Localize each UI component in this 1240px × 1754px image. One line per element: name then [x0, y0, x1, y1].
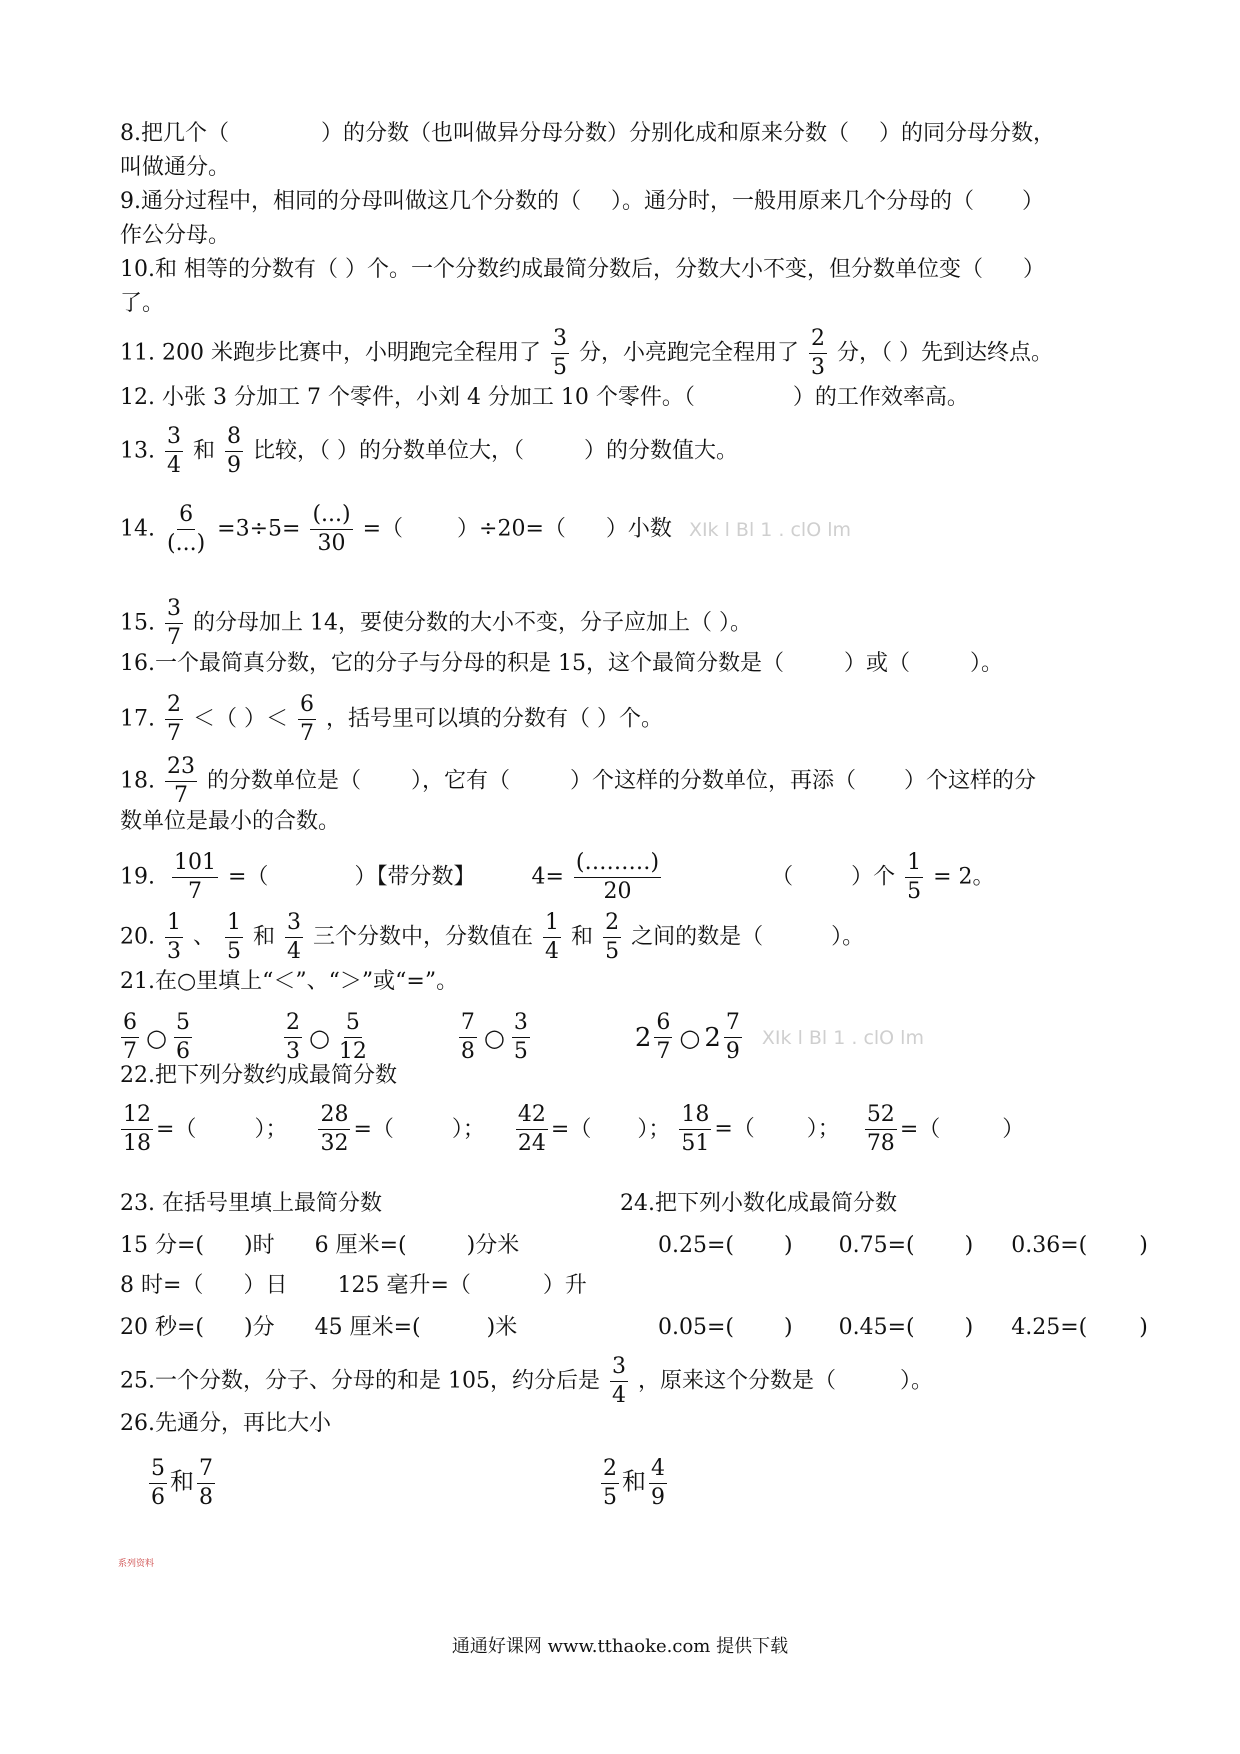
compare-item: $\frac{7}{8}$ ○ $\frac{3}{5}$: [460, 1010, 528, 1064]
fraction: $\frac{101}{7}$: [174, 850, 216, 904]
fraction: $\frac{2}{5}$: [605, 910, 620, 964]
compare-item: $\frac{6}{7}$ ○ $\frac{5}{6}$: [123, 1010, 190, 1064]
fraction: $\frac{23}{7}$: [167, 754, 195, 808]
question-9-cont: 作公分母。: [120, 223, 231, 248]
fraction: $\frac{8}{9}$: [227, 424, 242, 478]
question-23-title: 23. 在括号里填上最简分数: [120, 1191, 382, 1216]
fraction: $\frac{2}{3}$: [810, 326, 825, 380]
question-19: 19. $\frac{101}{7}$ =（ ）【带分数】 4= $\frac{(\dots\dots\dots)}{20}$ （ ）个 $\frac{1}{5}$ = 2。: [120, 850, 995, 904]
question-23-row-1: 15 分=( )时 6 厘米=( )分米: [120, 1233, 520, 1258]
question-11: 11. 200 米跑步比赛中，小明跑完全程用了 $\frac{3}{5}$ 分，小亮跑完全程用了 $\frac{2}{3}$ 分，（ ）先到达终点。: [120, 326, 1053, 380]
compare-item: 2 $\frac{6}{7}$ ○ 2 $\frac{7}{9}$: [634, 1010, 740, 1064]
fraction: $\frac{6}{7}$: [300, 692, 314, 746]
fraction: $\frac{3}{5}$: [552, 326, 567, 380]
fraction: $\frac{1}{5}$: [227, 910, 242, 964]
question-13: 13. $\frac{3}{4}$ 和 $\frac{8}{9}$ 比较，（ ）的分数单位大，（ ）的分数值大。: [120, 424, 739, 478]
question-23-row-3: 20 秒=( )分 45 厘米=( )米: [120, 1315, 518, 1340]
fraction: $\frac{1}{5}$: [907, 850, 922, 904]
fraction: $\frac{3}{4}$: [167, 424, 181, 478]
watermark-text: XIk l Bl 1 . clO lm: [761, 1026, 924, 1049]
circle-blank[interactable]: ○: [483, 1023, 505, 1052]
question-15: 15. $\frac{3}{7}$ 的分母加上 14，要使分数的大小不变，分子应加上（ ）。: [120, 596, 752, 650]
reduce-item: $\frac{12}{18}$ =（ ）；: [123, 1102, 288, 1156]
question-8-cont: 叫做通分。: [120, 155, 231, 180]
fraction: $\frac{1}{4}$: [545, 910, 560, 964]
reduce-item: $\frac{52}{78}$ =（ ）: [866, 1102, 1025, 1156]
question-26-left: $\frac{5}{6}$ 和 $\frac{7}{8}$: [151, 1456, 213, 1510]
question-10-cont: 了。: [120, 291, 165, 316]
question-20: 20. $\frac{1}{3}$ 、 $\frac{1}{5}$ 和 $\frac{3}{4}$ 三个分数中，分数值在 $\frac{1}{4}$ 和 $\frac{2}{5}$ 之间的数是（ ）。: [120, 910, 865, 964]
question-12: 12. 小张 3 分加工 7 个零件，小刘 4 分加工 10 个零件。（ ）的工作效率高。: [120, 385, 969, 410]
question-22-title: 22.把下列分数约成最简分数: [120, 1063, 397, 1088]
fraction: $\frac{3}{4}$: [611, 1354, 626, 1408]
watermark-text: XIk l Bl 1 . clO lm: [688, 518, 851, 541]
question-26-right: $\frac{2}{5}$ 和 $\frac{4}{9}$: [603, 1456, 665, 1510]
circle-blank[interactable]: ○: [146, 1023, 167, 1052]
question-9: 9.通分过程中，相同的分母叫做这几个分数的（ ）。通分时，一般用原来几个分母的（ ）: [120, 189, 1045, 214]
question-21-items: [118, 1012, 924, 1063]
fraction: $\frac{2}{7}$: [167, 692, 181, 746]
fraction: $\frac{6}{(...)}$: [167, 502, 206, 556]
fraction: $\frac{3}{4}$: [287, 910, 302, 964]
question-14: 14. $\frac{6}{(...)}$ =3÷5= $\frac{(...)}{30}$ =（ ）÷20=（ ）小数 XIk l Bl 1 . clO lm: [120, 502, 851, 556]
question-17: 17. $\frac{2}{7}$ ＜（ ）＜ $\frac{6}{7}$ ，括号里可以填的分数有（ ）个。: [120, 692, 663, 746]
question-24-title: 24.把下列小数化成最简分数: [620, 1191, 897, 1216]
question-24-row-3: 0.05=( ) 0.45=( ) 4.25=( ): [658, 1315, 1148, 1340]
question-16: 16.一个最简真分数，它的分子与分母的积是 15，这个最简分数是（ ）或（ ）。: [120, 651, 1004, 676]
footer-credit: 通通好课网 www.tthaoke.com 提供下载: [451, 1636, 789, 1657]
question-8: 8.把几个（ ）的分数（也叫做异分母分数）分别化成和原来分数（ ）的同分母分数，: [120, 121, 1056, 146]
circle-blank[interactable]: ○: [679, 1023, 701, 1052]
fraction: $\frac{3}{7}$: [167, 596, 181, 650]
fraction: $\frac{(\dots\dots\dots)}{20}$: [575, 850, 660, 904]
question-18-cont: 数单位是最小的合数。: [120, 809, 341, 834]
question-21-title: 21.在○里填上“＜”、“＞”或“=”。: [120, 969, 459, 994]
question-26-title: 26.先通分，再比大小: [120, 1411, 331, 1436]
series-note: 系列资料: [118, 1559, 155, 1569]
reduce-item: $\frac{28}{32}$ =（ ）；: [320, 1102, 485, 1156]
question-25: 25.一个分数，分子、分母的和是 105，约分后是 $\frac{3}{4}$ ，原来这个分数是（ ）。: [120, 1354, 934, 1408]
reduce-item: $\frac{42}{24}$ =（ ）；: [517, 1102, 671, 1156]
question-22-items: $\frac{12}{18}$ =（ ）； $\frac{28}{32}$ =（ ）； $\frac{42}{24}$ =（ ）； $\frac{18}{51}$ =（ ）； $\frac{52}{78}$ =（ ）: [118, 1104, 1024, 1155]
question-18: 18. $\frac{23}{7}$ 的分数单位是（ ），它有（ ）个这样的分数单位，再添（ ）个这样的分: [120, 754, 1037, 808]
question-10: 10.和 相等的分数有（ ）个。一个分数约成最简分数后，分数大小不变，但分数单位变（ ）: [120, 257, 1045, 282]
question-24-row-1: 0.25=( ) 0.75=( ) 0.36=( ): [658, 1233, 1148, 1258]
compare-item: $\frac{2}{3}$ ○ $\frac{5}{12}$: [285, 1010, 367, 1064]
circle-blank[interactable]: ○: [308, 1023, 330, 1052]
question-23-row-2: 8 时=（ ）日 125 毫升=（ ）升: [120, 1273, 587, 1298]
fraction: $\frac{1}{3}$: [167, 910, 181, 964]
fraction: $\frac{(...)}{30}$: [312, 502, 351, 556]
